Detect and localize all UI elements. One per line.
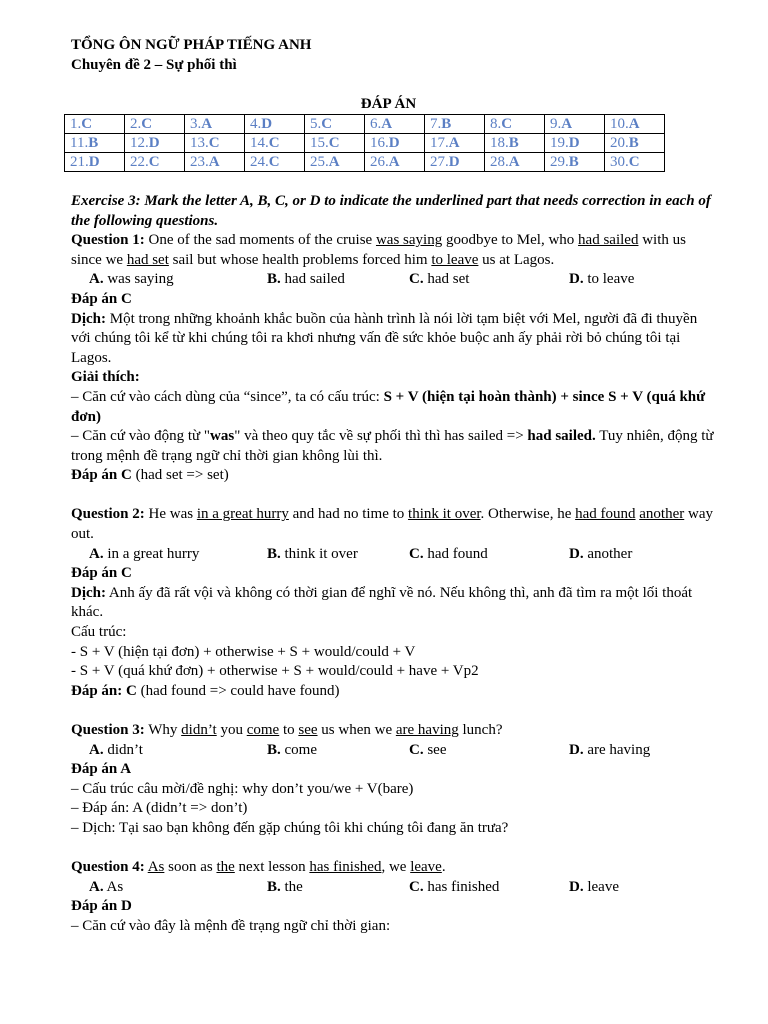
underlined-part: another: [639, 506, 685, 523]
answer-key-cell: 10.A: [605, 115, 665, 134]
question-1-options: [71, 270, 716, 290]
question-label: Question 2:: [71, 506, 145, 523]
underlined-part: had set: [126, 251, 169, 268]
option-d: D. leave: [569, 878, 619, 895]
option-d: D. another: [569, 545, 633, 562]
question-label: Question 1:: [71, 232, 145, 249]
exercise-label: Exercise 3: [71, 192, 136, 209]
answer-key-cell: 20.B: [605, 134, 665, 153]
answer-key-cell: 13.C: [185, 134, 245, 153]
exercise-instruction-text: : Mark the letter A, B, C, or D to indicate the underlined part that needs correction in each of the following questions.: [71, 192, 711, 229]
answer-key-cell: 5.C: [305, 115, 365, 134]
explanation-heading: Giải thích:: [71, 369, 140, 386]
question-text: us at Lagos.: [478, 251, 555, 268]
answer-key-cell: 7.B: [425, 115, 485, 134]
answer-key-cell: 30.C: [605, 153, 665, 172]
translation: Dịch: Anh ấy đã rất vội và không có thời gian để nghĩ về nó. Nếu không thì, anh đã tìm ra một lối thoát khác.: [71, 584, 693, 621]
answer-line: Đáp án A: [71, 761, 132, 778]
option-c: C. see: [409, 741, 447, 758]
option-b: B. come: [267, 741, 317, 758]
answer-key-cell: 2.C: [125, 115, 185, 134]
answer-key-cell: 24.C: [245, 153, 305, 172]
structure-line: - S + V (quá khứ đơn) + otherwise + S + would/could + have + Vp2: [71, 663, 479, 680]
answer-key-row: [65, 153, 665, 172]
answer-key-cell: 23.A: [185, 153, 245, 172]
underlined-part: As: [147, 859, 165, 876]
option-b: B. the: [267, 878, 303, 895]
option-c: C. had found: [409, 545, 488, 562]
underlined-part: didn’t: [181, 722, 217, 738]
underlined-part: see: [298, 722, 318, 738]
answer-key-cell: 6.A: [365, 115, 425, 134]
underlined-part: think it over: [408, 506, 481, 523]
underlined-part: to leave: [431, 251, 479, 268]
question-3-options: [71, 741, 716, 761]
explanation-line: – Căn cứ vào cách dùng của “since”, ta có cấu trúc: S + V (hiện tại hoàn thành) + since S + V (quá khứ đơn): [71, 388, 706, 425]
answer-key-cell: 29.B: [545, 153, 605, 172]
question-2-options: [71, 545, 716, 565]
answer-key-heading: ĐÁP ÁN: [360, 95, 417, 112]
underlined-part: had found: [575, 506, 636, 523]
underlined-part: has finished: [309, 859, 382, 876]
underlined-part: had sailed: [578, 232, 639, 249]
underlined-part: come: [246, 722, 280, 738]
structure-line: - S + V (hiện tại đơn) + otherwise + S + would/could + V: [71, 643, 416, 660]
underlined-part: leave: [410, 859, 442, 876]
question-label: Question 4:: [71, 859, 145, 876]
answer-key-row: [65, 134, 665, 153]
answer-key-cell: 14.C: [245, 134, 305, 153]
option-b: B. think it over: [267, 545, 358, 562]
document-subtitle: Chuyên đề 2 – Sự phối thì: [71, 56, 237, 73]
final-answer: Đáp án: C (had found => could have found): [71, 682, 340, 699]
answer-key-cell: 1.C: [65, 115, 125, 134]
option-c: C. had set: [409, 271, 470, 288]
question-2: Question 2: He was in a great hurry and had no time to think it over. Otherwise, he had found another way out.: [71, 506, 713, 543]
explanation-line: – Dịch: Tại sao bạn không đến gặp chúng tôi khi chúng tôi đang ăn trưa?: [71, 819, 509, 836]
answer-key-cell: 16.D: [365, 134, 425, 153]
option-d: D. to leave: [569, 271, 635, 288]
answer-key-cell: 22.C: [125, 153, 185, 172]
option-a: A. in a great hurry: [89, 545, 200, 562]
question-4: Question 4: As soon as the next lesson has finished, we leave.: [71, 859, 446, 876]
question-text: One of the sad moments of the cruise: [144, 232, 376, 249]
option-a: A. was saying: [89, 271, 174, 288]
underlined-part: the: [216, 859, 235, 876]
question-text: with us since we: [71, 232, 686, 268]
underlined-part: are having: [395, 722, 459, 738]
explanation-line: – Căn cứ vào động từ "was" và theo quy tắc về sự phối thì thì has sailed => had sailed. Tuy nhiên, động từ trong mệnh đề trạng ngữ chỉ thời gian không lùi thì.: [71, 428, 714, 464]
answer-key-cell: 18.B: [485, 134, 545, 153]
answer-line: Đáp án D: [71, 898, 132, 915]
question-1: [71, 231, 716, 270]
document-title: TỔNG ÔN NGỮ PHÁP TIẾNG ANH: [71, 37, 312, 53]
answer-line: Đáp án C: [71, 290, 132, 307]
answer-key-cell: 27.D: [425, 153, 485, 172]
answer-key-table: [64, 114, 665, 172]
option-c: C. has finished: [409, 878, 500, 895]
structure-heading: Cấu trúc:: [71, 624, 127, 641]
answer-key-cell: 26.A: [365, 153, 425, 172]
underlined-part: was saying: [375, 232, 443, 249]
translation: Dịch: Một trong những khoảnh khắc buồn của hành trình là nói lời tạm biệt với Mel, người đã đi thuyền với chúng tôi kể từ khi chúng tôi ra khơi nhưng vấn đề sức khỏe buộc anh ấy phải rời bỏ chúng tôi tại Lagos.: [71, 310, 698, 366]
exercise-instruction: [71, 192, 716, 231]
answer-line: Đáp án C: [71, 565, 132, 582]
answer-key-cell: 28.A: [485, 153, 545, 172]
answer-key-cell: 17.A: [425, 134, 485, 153]
question-text: goodbye to Mel, who: [442, 232, 579, 249]
option-a: A. didn’t: [89, 741, 143, 758]
explanation-line: – Căn cứ vào đây là mệnh đề trạng ngữ chỉ thời gian:: [71, 917, 391, 934]
answer-key-cell: 9.A: [545, 115, 605, 134]
question-3: Question 3: Why didn’t you come to see us when we are having lunch?: [71, 722, 503, 738]
answer-key-cell: 12.D: [125, 134, 185, 153]
underlined-part: in a great hurry: [196, 506, 289, 523]
question-text: sail but whose health problems forced him: [168, 251, 432, 268]
answer-key-cell: 4.D: [245, 115, 305, 134]
explanation-line: – Cấu trúc câu mời/đề nghị: why don’t you/we + V(bare): [71, 780, 414, 797]
explanation-line: – Đáp án: A (didn’t => don’t): [71, 800, 248, 817]
option-b: B. had sailed: [267, 271, 345, 288]
answer-key-cell: 19.D: [545, 134, 605, 153]
option-a: A. As: [89, 878, 124, 895]
final-answer: Đáp án C (had set => set): [71, 467, 229, 484]
answer-key-cell: 8.C: [485, 115, 545, 134]
answer-key-cell: 25.A: [305, 153, 365, 172]
option-d: D. are having: [569, 741, 651, 758]
question-4-options: [71, 878, 716, 898]
answer-key-cell: 3.A: [185, 115, 245, 134]
answer-key-row: [65, 115, 665, 134]
answer-key-cell: 15.C: [305, 134, 365, 153]
answer-key-cell: 11.B: [65, 134, 125, 153]
question-label: Question 3:: [71, 722, 145, 738]
answer-key-cell: 21.D: [65, 153, 125, 172]
